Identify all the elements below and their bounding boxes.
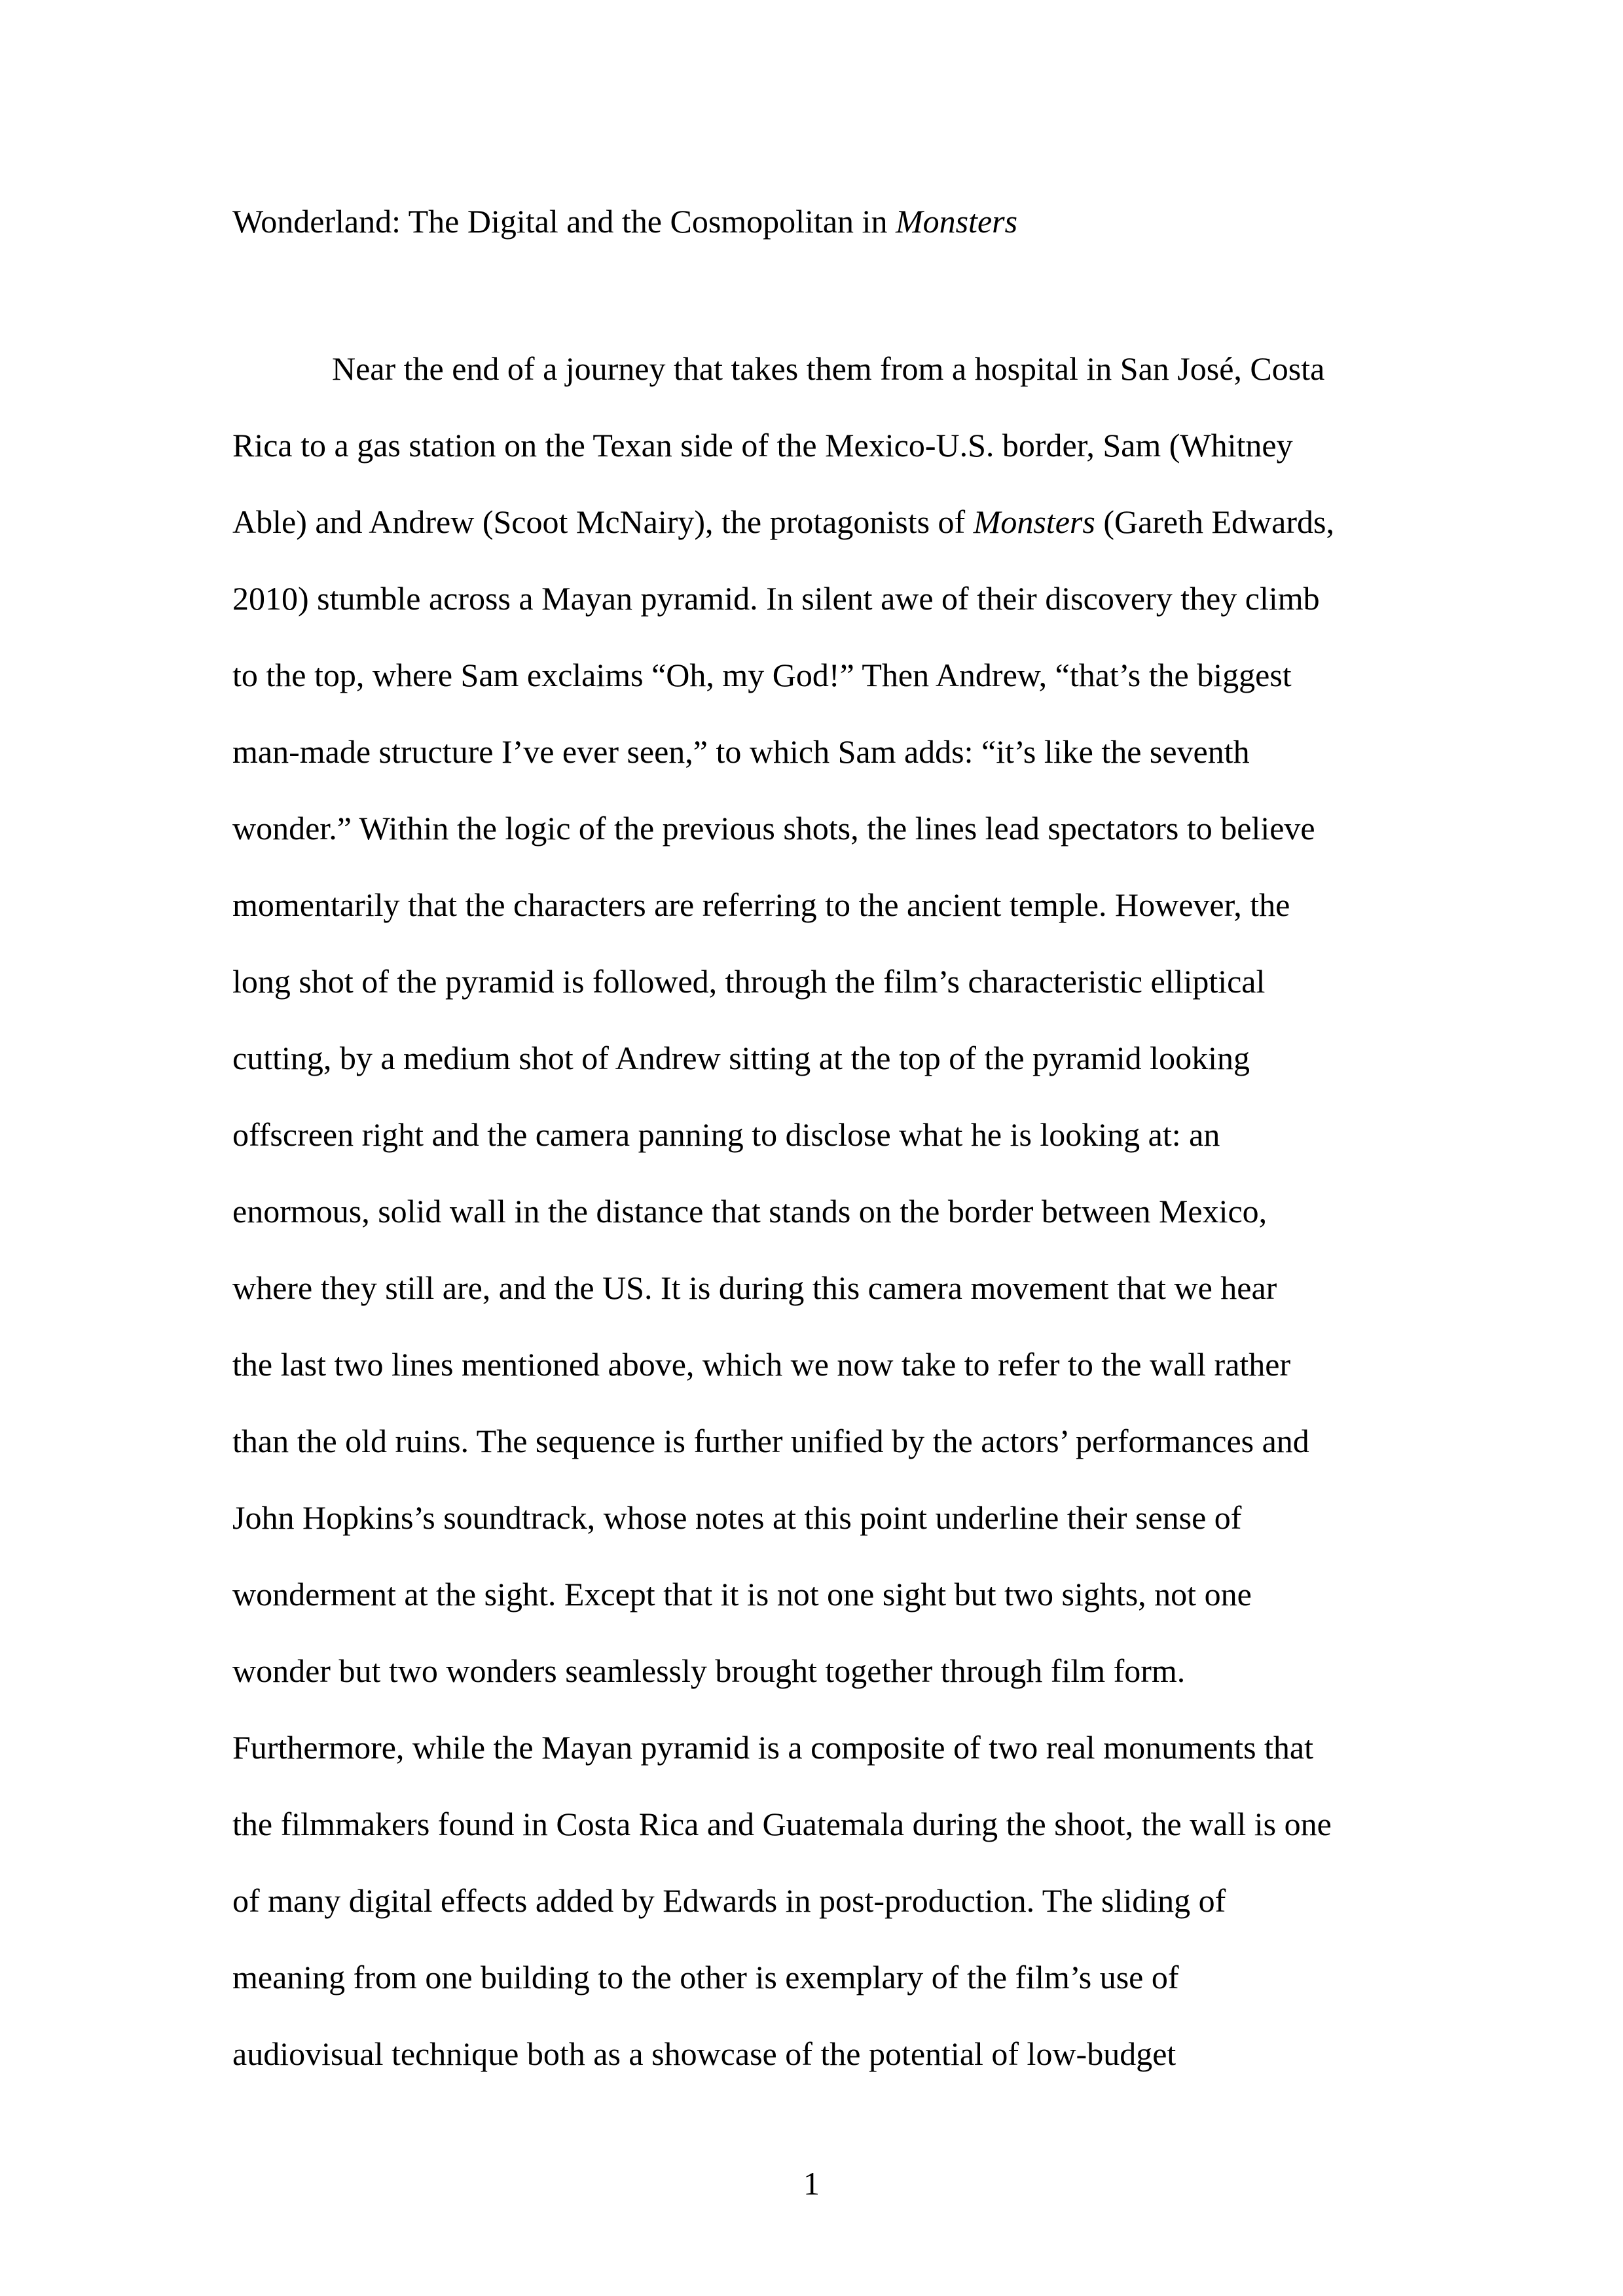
text-segment: Able) and Andrew (Scoot McNairy), the protagonists of: [232, 503, 974, 540]
text-segment: (Gareth Edwards,: [1095, 503, 1334, 540]
text-line: [232, 560, 1411, 637]
text-segment: John Hopkins’s soundtrack, whose notes at this point underline their sense of: [232, 1499, 1242, 1536]
text-segment: long shot of the pyramid is followed, through the film’s characteristic elliptical: [232, 963, 1266, 1000]
text-line: [232, 1020, 1411, 1097]
text-line: [232, 1709, 1411, 1786]
text-segment: Near the end of a journey that takes them from a hospital in San José, Costa: [332, 350, 1325, 387]
text-segment: the last two lines mentioned above, which we now take to refer to the wall rather: [232, 1346, 1291, 1383]
text-segment: wonderment at the sight. Except that it is not one sight but two sights, not one: [232, 1576, 1252, 1613]
text-segment: where they still are, and the US. It is during this camera movement that we hear: [232, 1269, 1277, 1306]
text-segment: meaning from one building to the other is exemplary of the film’s use of: [232, 1959, 1179, 1995]
italic-text: Monsters: [895, 203, 1018, 240]
text-line: [232, 1863, 1411, 1939]
text-line: [232, 1556, 1411, 1633]
text-line: [232, 1786, 1411, 1863]
text-segment: to the top, where Sam exclaims “Oh, my God!” Then Andrew, “that’s the biggest: [232, 657, 1292, 693]
text-line: [232, 1403, 1411, 1480]
text-segment: Rica to a gas station on the Texan side of the Mexico-U.S. border, Sam (Whitney: [232, 427, 1293, 464]
text-line: [232, 790, 1411, 867]
text-line: [232, 943, 1411, 1020]
text-segment: wonder.” Within the logic of the previous shots, the lines lead spectators to believe: [232, 810, 1315, 847]
text-line: [232, 1480, 1411, 1556]
body-text: [232, 331, 1411, 2092]
text-line: [232, 714, 1411, 790]
text-segment: Wonderland: The Digital and the Cosmopolitan in: [232, 203, 896, 240]
text-segment: Furthermore, while the Mayan pyramid is a composite of two real monuments that: [232, 1729, 1314, 1766]
text-segment: offscreen right and the camera panning to disclose what he is looking at: an: [232, 1116, 1220, 1153]
text-line: [232, 484, 1411, 560]
text-segment: enormous, solid wall in the distance that stands on the border between Mexico,: [232, 1193, 1267, 1230]
text-segment: man-made structure I’ve ever seen,” to which Sam adds: “it’s like the seventh: [232, 733, 1250, 770]
page-title: [232, 183, 1404, 260]
text-line: [232, 867, 1411, 943]
text-segment: the filmmakers found in Costa Rica and Guatemala during the shoot, the wall is one: [232, 1806, 1332, 1842]
text-segment: cutting, by a medium shot of Andrew sitting at the top of the pyramid looking: [232, 1040, 1250, 1076]
italic-text: Monsters: [973, 503, 1095, 540]
text-line: [232, 331, 1411, 407]
text-line: [232, 1173, 1411, 1250]
text-segment: of many digital effects added by Edwards in post-production. The sliding of: [232, 1882, 1226, 1919]
text-segment: momentarily that the characters are referring to the ancient temple. However, the: [232, 886, 1290, 923]
text-line: [232, 1939, 1411, 2016]
text-line: [232, 1250, 1411, 1326]
text-line: [232, 1097, 1411, 1173]
text-segment: 2010) stumble across a Mayan pyramid. In silent awe of their discovery they climb: [232, 580, 1320, 617]
text-segment: wonder but two wonders seamlessly brought together through film form.: [232, 1652, 1186, 1689]
text-line: [232, 637, 1411, 714]
text-line: [232, 2016, 1411, 2092]
text-line: [232, 1633, 1411, 1709]
text-line: [232, 407, 1411, 484]
text-segment: than the old ruins. The sequence is further unified by the actors’ performances and: [232, 1423, 1309, 1459]
page-number: 1: [803, 2165, 820, 2202]
text-line: [232, 1326, 1411, 1403]
text-segment: audiovisual technique both as a showcase of the potential of low-budget: [232, 2035, 1176, 2072]
